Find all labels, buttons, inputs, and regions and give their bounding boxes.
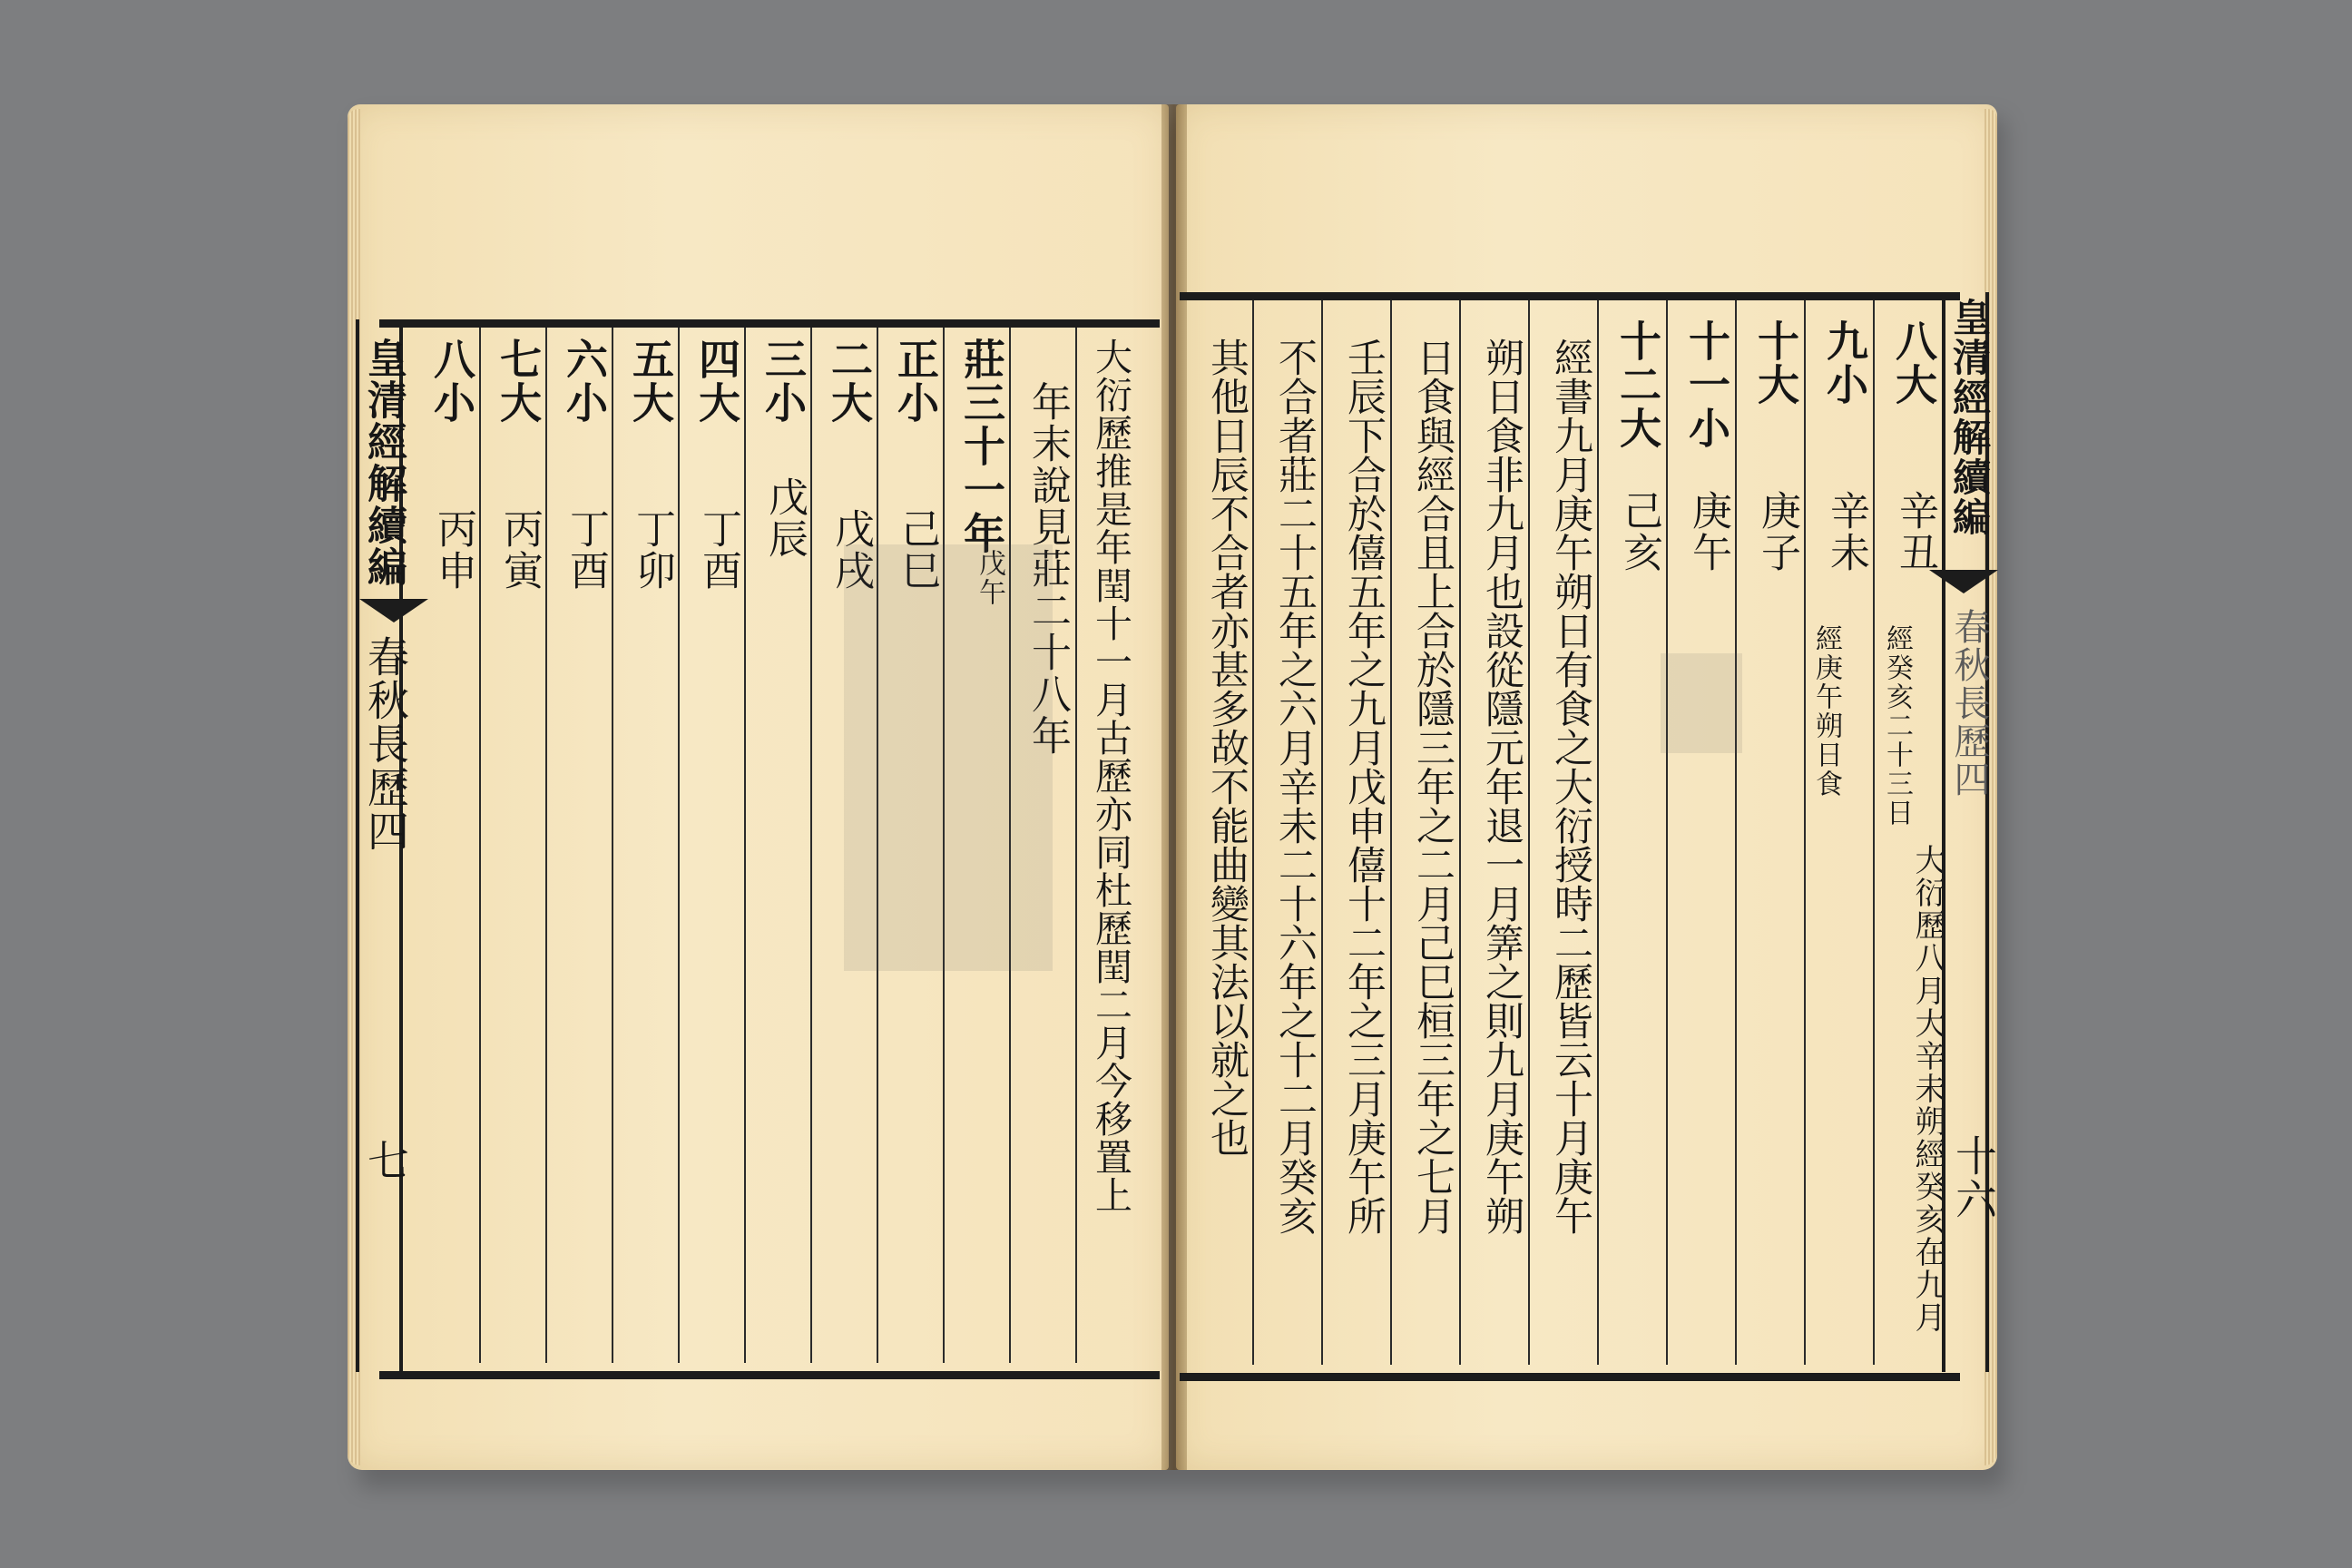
day-ganzhi: 戊辰 <box>761 476 808 560</box>
day-note: 經庚午朔日食 <box>1810 624 1842 799</box>
day-ganzhi: 戊戌 <box>828 508 874 592</box>
commentary-column: 壬辰下合於僖五年之九月戊申僖十二年之三月庚午所 <box>1341 338 1387 1235</box>
month-label: 三小 <box>759 338 808 425</box>
day-note: 大衍歷八月大辛未朔經癸亥在九月 <box>1909 844 1945 1334</box>
commentary-column: 經書九月庚午朔日有食之大衍授時二歷皆云十月庚午 <box>1548 338 1593 1235</box>
month-label: 六小 <box>560 338 609 425</box>
month-label: 五大 <box>626 338 675 425</box>
right-margin-title: 皇清經解續編 <box>1947 298 1992 537</box>
day-ganzhi: 庚午 <box>1685 490 1731 573</box>
left-margin-section: 春秋長歷四 <box>361 635 410 853</box>
month-label: 十大 <box>1751 319 1800 407</box>
right-fish-tail <box>1929 570 1998 593</box>
left-rule <box>678 328 680 1363</box>
day-ganzhi: 辛未 <box>1823 490 1869 573</box>
right-rule <box>1735 300 1737 1365</box>
bleed-through <box>844 544 1053 971</box>
month-label: 八大 <box>1889 319 1938 407</box>
right-margin-section: 春秋長歷四 <box>1948 608 1990 799</box>
day-ganzhi: 丁卯 <box>629 508 675 592</box>
right-margin-folio: 十六 <box>1949 1134 1998 1221</box>
month-label: 四大 <box>692 338 741 425</box>
month-label: 八小 <box>427 338 476 425</box>
bleed-through <box>1661 653 1742 753</box>
day-ganzhi: 丙申 <box>430 508 476 592</box>
month-label: 正小 <box>891 338 940 425</box>
left-margin-title: 皇清經解續編 <box>360 338 407 588</box>
day-ganzhi: 己亥 <box>1616 490 1662 573</box>
month-label: 二大 <box>825 338 874 425</box>
right-rule <box>1666 300 1668 1365</box>
commentary-column: 朔日食非九月也設從隱元年退一月筭之則九月庚午朔 <box>1479 338 1524 1235</box>
commentary-column: 日食與經合且上合於隱三年之二月己巳桓三年之七月 <box>1410 338 1455 1235</box>
right-rule <box>1804 300 1806 1365</box>
left-rule <box>744 328 746 1363</box>
right-rule <box>1873 300 1875 1365</box>
commentary-column: 不合者莊二十五年之六月辛未二十六年之十二月癸亥 <box>1272 338 1318 1235</box>
left-fish-tail <box>359 599 428 622</box>
left-rule <box>612 328 613 1363</box>
left-margin-folio: 七 <box>361 1139 410 1182</box>
left-rule <box>479 328 481 1363</box>
day-ganzhi: 丁酉 <box>563 508 609 592</box>
left-rule <box>545 328 547 1363</box>
note-column: 年末說見莊二十八年 <box>1024 381 1071 757</box>
note-column: 大衍歷推是年閏十一月古歷亦同杜歷閏二月今移置上 <box>1089 338 1132 1214</box>
year-heading: 莊三十一年 <box>957 338 1006 555</box>
month-label: 十一小 <box>1682 319 1731 450</box>
commentary-column: 其他日辰不合者亦甚多故不能曲變其法以就之也 <box>1204 338 1250 1157</box>
day-ganzhi: 辛丑 <box>1892 490 1938 573</box>
year-ganzhi: 戊午 <box>974 549 1005 607</box>
month-label: 十二大 <box>1613 319 1662 450</box>
month-label: 九小 <box>1820 319 1869 407</box>
day-note: 經癸亥二十三日 <box>1881 624 1913 828</box>
day-ganzhi: 庚子 <box>1754 490 1800 573</box>
day-ganzhi: 己巳 <box>894 508 940 592</box>
month-label: 七大 <box>494 338 543 425</box>
day-ganzhi: 丙寅 <box>496 508 543 592</box>
day-ganzhi: 丁酉 <box>695 508 741 592</box>
